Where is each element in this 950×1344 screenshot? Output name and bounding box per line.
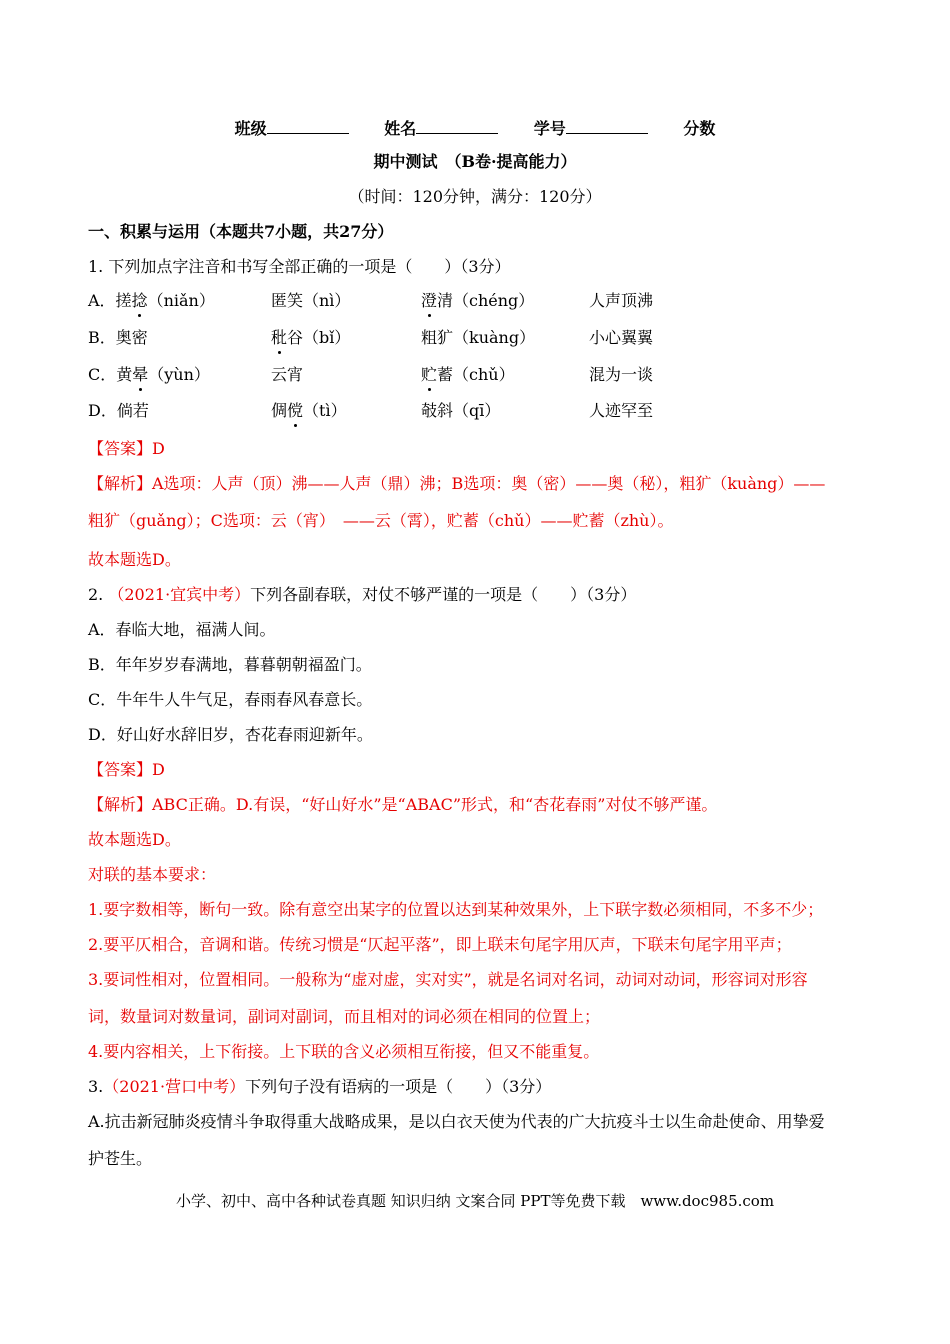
number-label: 学号 [533, 119, 566, 138]
q1-option-a-col3: 澄清（chéng） [421, 291, 535, 310]
student-info-row [0, 116, 950, 139]
q1-option-a-col1: A．搓捻（niǎn） [88, 291, 215, 310]
q2-source: （2021·宜宾中考） [108, 585, 251, 604]
q2-option-d: D．好山好水辞旧岁，杏花春雨迎新年。 [88, 725, 373, 744]
q1-option-d-col2: 倜傥（tì） [271, 401, 347, 420]
q1-conclusion: 故本题选D。 [88, 550, 181, 569]
class-blank [267, 119, 349, 134]
q2-option-a: A．春临大地，福满人间。 [88, 620, 276, 639]
q3-option-a-line-1: A.抗击新冠肺炎疫情斗争取得重大战略成果，是以白衣天使为代表的广大抗疫斗士以生命赴使命、用挚爱 [88, 1112, 825, 1131]
question-2-stem: 2. （2021·宜宾中考）下列各副春联，对仗不够严谨的一项是（ ）（3分） [88, 585, 637, 604]
q2-option-c: C．牛年牛人牛气足，春雨春风春意长。 [88, 690, 373, 709]
couplet-rule-2: 2.要平仄相合，音调和谐。传统习惯是“仄起平落”，即上联末句尾字用仄声，下联末句尾字用平声； [88, 935, 792, 954]
q1-option-c-col1: C．黄晕（yùn） [88, 365, 210, 384]
q2-analysis: 【解析】ABC正确。D.有误，“好山好水”是“ABAC”形式，和“杏花春雨”对仗不够严谨。 [88, 795, 718, 814]
q1-answer: 【答案】D [88, 439, 165, 458]
q1-option-b-col1: B．奥密 [88, 328, 148, 347]
exam-title: 期中测试 （B卷·提高能力） [373, 152, 577, 171]
score-label: 分数 [683, 119, 716, 138]
q2-option-b: B．年年岁岁春满地，暮暮朝朝福盈门。 [88, 655, 372, 674]
question-1-stem: 1. 下列加点字注音和书写全部正确的一项是（ ）（3分） [88, 257, 511, 276]
q1-option-c-col2: 云宵 [271, 365, 304, 384]
q3-source: （2021·营口中考） [103, 1077, 246, 1096]
exam-subtitle: （时间：120分钟，满分：120分） [348, 187, 602, 206]
couplet-rule-4: 4.要内容相关，上下衔接。上下联的含义必须相互衔接，但又不能重复。 [88, 1042, 600, 1061]
q1-option-c-col3: 贮蓄（chǔ） [421, 365, 515, 384]
section-heading: 一、积累与运用（本题共7小题，共27分） [88, 222, 394, 241]
q1-analysis-line-2: 粗犷（guǎng）；C选项：云（宵） ——云（霄），贮蓄（chǔ）——贮蓄（zhù）。 [88, 511, 674, 530]
couplet-rule-3-cont: 词，数量词对数量词，副词对副词，而且相对的词必须在相同的位置上； [88, 1007, 601, 1026]
couplet-rule-1: 1.要字数相等，断句一致。除有意空出某字的位置以达到某种效果外，上下联字数必须相同，不多不少； [88, 900, 824, 919]
q1-analysis-line-1: 【解析】A选项：人声（顶）沸——人声（鼎）沸；B选项：奥（密）——奥（秘），粗犷（kuàng）—— [88, 474, 826, 493]
name-label: 姓名 [384, 119, 417, 138]
footer-note: 小学、初中、高中各种试卷真题 知识归纳 文案合同 PPT等免费下载 www.doc985.com [175, 1192, 775, 1210]
couplet-rules-title: 对联的基本要求： [88, 865, 217, 884]
q1-option-a-col2: 匿笑（nì） [271, 291, 351, 310]
q1-option-b-col2: 秕谷（bǐ） [271, 328, 351, 347]
class-label: 班级 [234, 119, 267, 138]
q1-option-d-col3: 攲斜（qī） [421, 401, 501, 420]
number-blank [566, 119, 648, 134]
q1-option-c-col4: 混为一谈 [589, 365, 654, 384]
q1-option-b-col4: 小心翼翼 [589, 328, 654, 347]
q3-option-a-line-2: 护苍生。 [88, 1149, 153, 1168]
q2-answer: 【答案】D [88, 760, 165, 779]
q2-conclusion: 故本题选D。 [88, 830, 181, 849]
name-blank [416, 119, 498, 134]
q1-option-d-col4: 人迹罕至 [589, 401, 654, 420]
question-3-stem: 3.（2021·营口中考）下列句子没有语病的一项是（ ）（3分） [88, 1077, 552, 1096]
couplet-rule-3: 3.要词性相对，位置相同。一般称为“虚对虚，实对实”，就是名词对名词，动词对动词，形容词对形容 [88, 970, 808, 989]
q1-option-b-col3: 粗犷（kuàng） [421, 328, 536, 347]
q1-option-d-col1: D．倘若 [88, 401, 149, 420]
q1-option-a-col4: 人声顶沸 [589, 291, 654, 310]
